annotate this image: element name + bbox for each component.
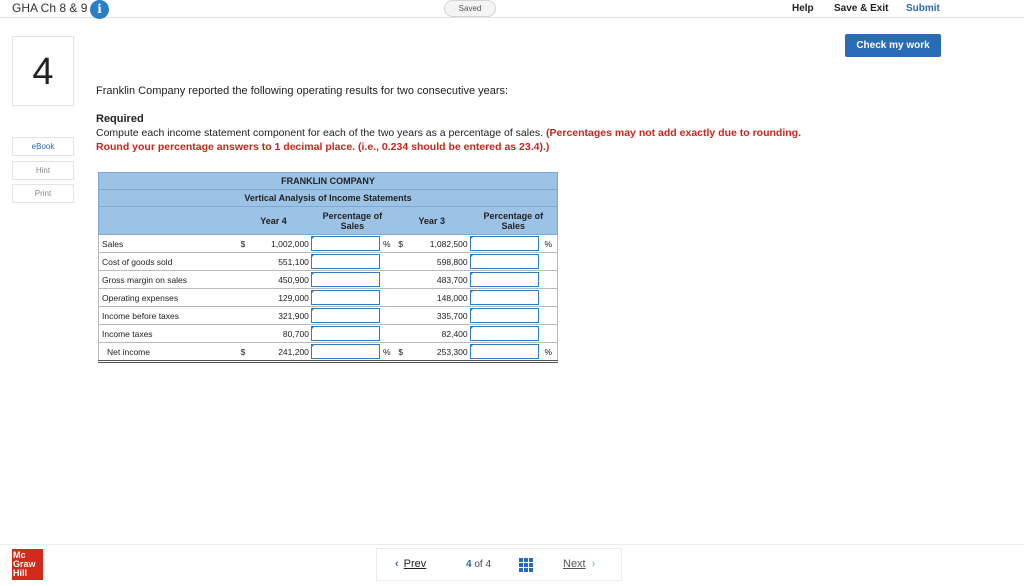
row-label: Sales <box>99 235 237 253</box>
currency-symbol: $ <box>236 235 250 253</box>
year3-value: 483,700 <box>408 271 470 289</box>
sales-year4-pct-input[interactable] <box>311 236 380 251</box>
required-rounding-note: (Percentages may not add exactly due to rounding. Round your percentage answers to 1 decimal place. (i.e., 0.234 should be entered as 23.4).) <box>96 127 801 153</box>
pct4-cell <box>311 325 380 343</box>
of-text: of <box>474 559 483 570</box>
cogs-year3-pct-input[interactable] <box>470 254 540 269</box>
assignment-title: GHA Ch 8 & 9 <box>12 1 88 15</box>
next-label: Next <box>563 558 586 570</box>
check-my-work-button[interactable]: Check my work <box>845 34 941 57</box>
total-pages: 4 <box>485 559 492 570</box>
year4-value: 241,200 <box>250 343 311 362</box>
pct3-cell <box>470 253 540 271</box>
year4-value: 551,100 <box>250 253 311 271</box>
prev-button[interactable] <box>395 558 426 570</box>
company-name: FRANKLIN COMPANY <box>99 173 558 190</box>
next-button[interactable] <box>563 558 595 570</box>
saved-status-badge: Saved <box>444 0 496 17</box>
pct4-cell <box>311 343 380 362</box>
question-number: 4 <box>12 36 74 106</box>
pct4-cell <box>311 307 380 325</box>
row-label: Cost of goods sold <box>99 253 237 271</box>
print-button[interactable]: Print <box>12 184 74 203</box>
question-intro: Franklin Company reported the following operating results for two consecutive years: <box>96 85 509 97</box>
pct3-column-header: Percentage of Sales <box>470 207 558 235</box>
operating-expenses-year3-pct-input[interactable] <box>470 290 540 305</box>
currency-symbol: $ <box>236 343 250 362</box>
current-page: 4 <box>466 559 472 570</box>
year4-value: 321,900 <box>250 307 311 325</box>
footer-divider <box>0 544 1024 545</box>
sales-year3-pct-input[interactable] <box>470 236 540 251</box>
pct3-cell <box>470 307 540 325</box>
pct-symbol: % <box>380 235 394 253</box>
row-label: Net income <box>99 343 237 362</box>
net-income-year4-pct-input[interactable] <box>311 344 380 359</box>
income-taxes-year3-pct-input[interactable] <box>470 326 540 341</box>
year4-value: 1,002,000 <box>250 235 311 253</box>
row-label: Operating expenses <box>99 289 237 307</box>
operating-expenses-year4-pct-input[interactable] <box>311 290 380 305</box>
year3-value: 598,800 <box>408 253 470 271</box>
pct3-cell <box>470 289 540 307</box>
required-text: Compute each income statement component for each of the two years as a percentage of sales. <box>96 127 547 139</box>
prev-label: Prev <box>403 558 427 570</box>
pct3-cell <box>470 325 540 343</box>
vertical-analysis-table <box>98 172 558 363</box>
hint-button[interactable]: Hint <box>12 161 74 180</box>
required-instructions <box>96 126 806 154</box>
row-label: Income taxes <box>99 325 237 343</box>
pct-symbol: % <box>539 343 557 362</box>
row-label: Income before taxes <box>99 307 237 325</box>
row-label: Gross margin on sales <box>99 271 237 289</box>
cogs-year4-pct-input[interactable] <box>311 254 380 269</box>
pct4-cell <box>311 271 380 289</box>
mcgraw-hill-logo: Mc Graw Hill <box>12 549 43 580</box>
page-indicator <box>466 559 491 570</box>
pct4-cell <box>311 289 380 307</box>
year4-value: 80,700 <box>250 325 311 343</box>
info-icon[interactable]: i <box>90 0 109 19</box>
save-exit-link[interactable]: Save & Exit <box>834 3 889 14</box>
year4-value: 450,900 <box>250 271 311 289</box>
year4-value: 129,000 <box>250 289 311 307</box>
currency-symbol: $ <box>394 343 408 362</box>
table-row-cogs <box>99 253 558 271</box>
year3-value: 82,400 <box>408 325 470 343</box>
help-link[interactable]: Help <box>792 3 814 14</box>
table-column-headers <box>99 207 558 235</box>
year3-value: 335,700 <box>408 307 470 325</box>
statement-title: Vertical Analysis of Income Statements <box>99 190 558 207</box>
label-column-header <box>99 207 237 235</box>
submit-link[interactable]: Submit <box>906 3 940 14</box>
year4-column-header: Year 4 <box>236 207 311 235</box>
table-header-company <box>99 173 558 190</box>
table-row-net-income <box>99 343 558 362</box>
pct-symbol: % <box>539 235 557 253</box>
year3-value: 1,082,500 <box>408 235 470 253</box>
pct4-cell <box>311 235 380 253</box>
table-header-subtitle <box>99 190 558 207</box>
year3-value: 253,300 <box>408 343 470 362</box>
year3-column-header: Year 3 <box>394 207 470 235</box>
table-row-income-before-taxes <box>99 307 558 325</box>
pct3-cell <box>470 343 540 362</box>
currency-symbol: $ <box>394 235 408 253</box>
gross-margin-year3-pct-input[interactable] <box>470 272 540 287</box>
pct3-cell <box>470 271 540 289</box>
pct-symbol: % <box>380 343 394 362</box>
table-row-sales <box>99 235 558 253</box>
table-row-operating-expenses <box>99 289 558 307</box>
required-heading: Required <box>96 113 144 125</box>
top-bar <box>0 0 1024 18</box>
gross-margin-year4-pct-input[interactable] <box>311 272 380 287</box>
pct3-cell <box>470 235 540 253</box>
grid-icon[interactable] <box>519 558 533 572</box>
pct4-column-header: Percentage of Sales <box>311 207 394 235</box>
year3-value: 148,000 <box>408 289 470 307</box>
ebook-button[interactable]: eBook <box>12 137 74 156</box>
table-row-income-taxes <box>99 325 558 343</box>
income-taxes-year4-pct-input[interactable] <box>311 326 380 341</box>
pagination-bar <box>376 548 622 581</box>
income-before-taxes-year4-pct-input[interactable] <box>311 308 380 323</box>
chevron-right-icon: › <box>591 558 596 570</box>
pct4-cell <box>311 253 380 271</box>
net-income-year3-pct-input[interactable] <box>470 344 540 359</box>
income-before-taxes-year3-pct-input[interactable] <box>470 308 540 323</box>
table-row-gross-margin <box>99 271 558 289</box>
chevron-left-icon: ‹ <box>395 558 399 570</box>
